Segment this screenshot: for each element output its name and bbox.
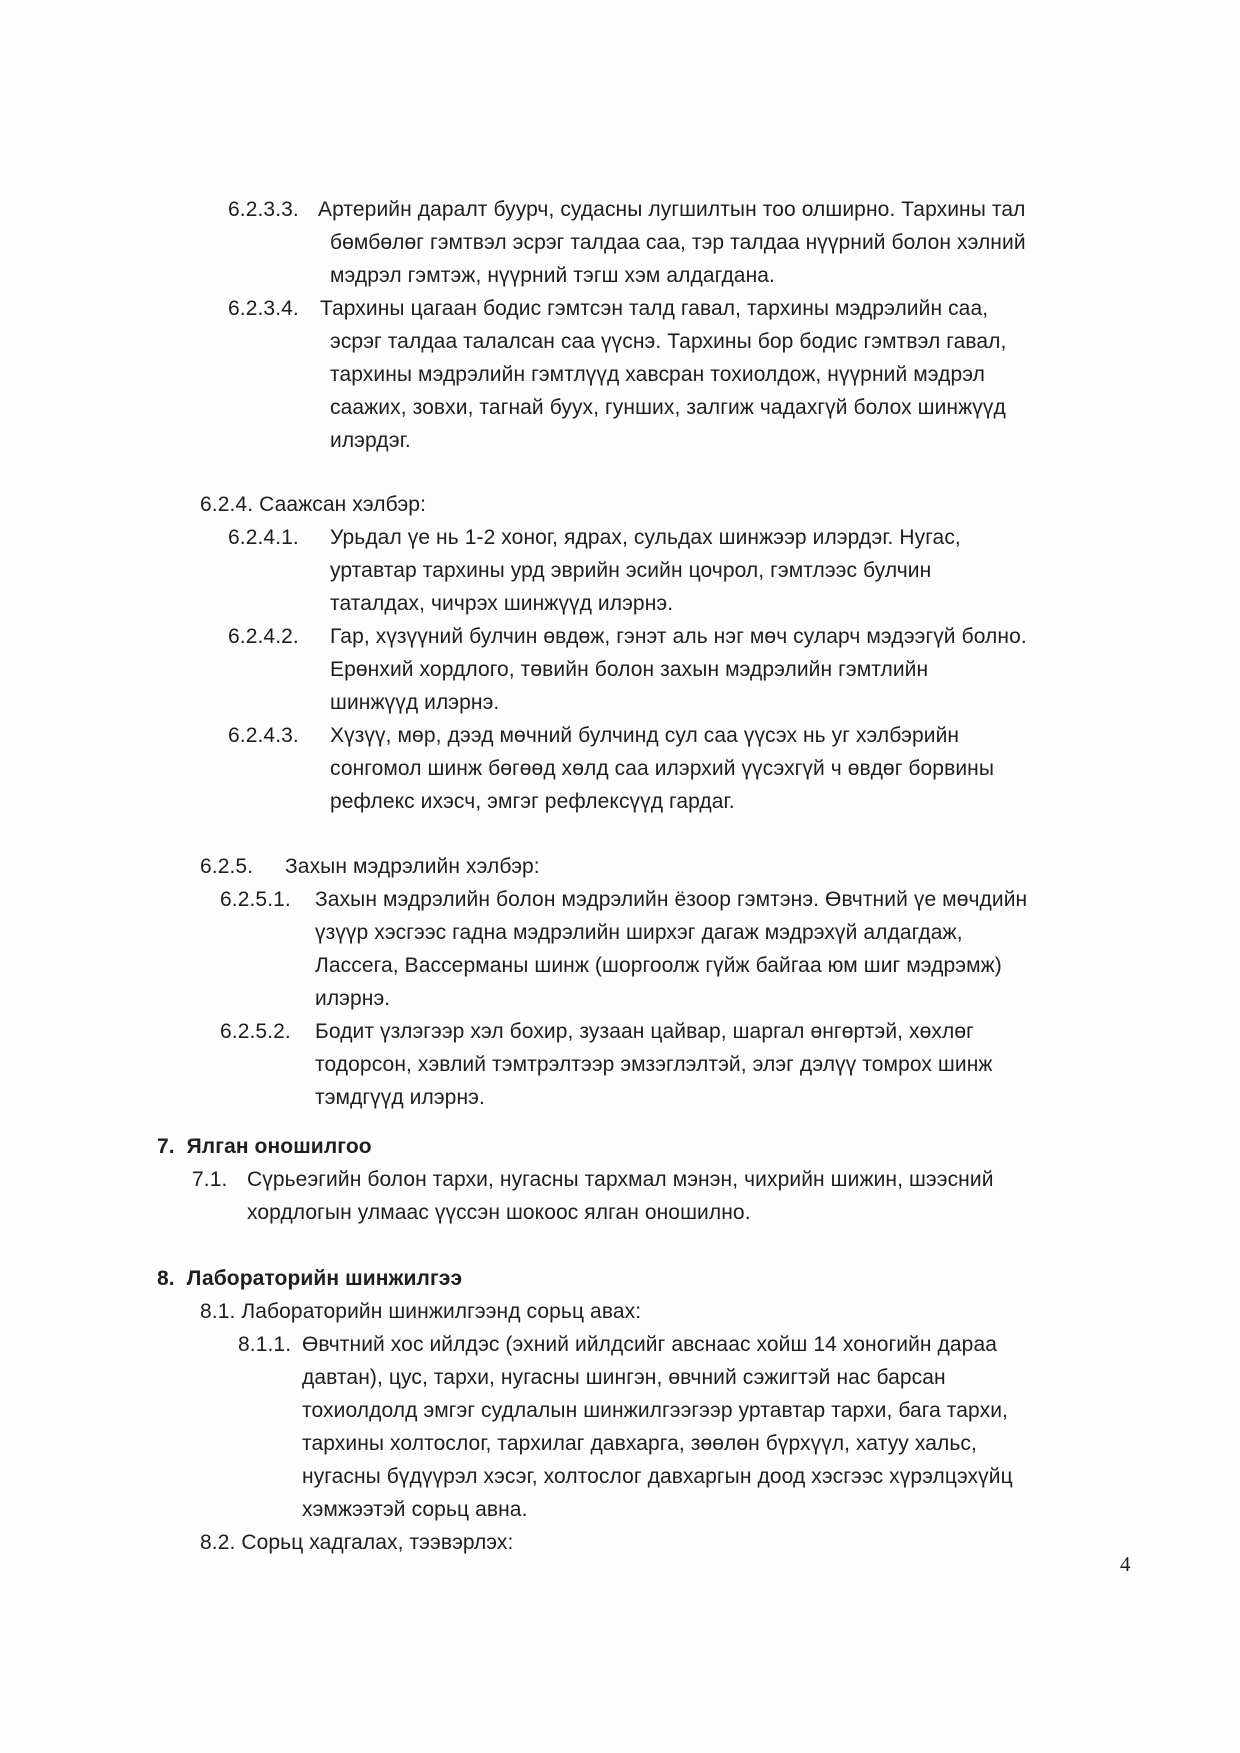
item-line: илэрдэг. (330, 429, 411, 452)
item-line: Артерийн даралт буурч, судасны лугшилтын тоо олширно. Тархины тал (318, 198, 1026, 221)
item-number: 6.2.4.2. (228, 625, 299, 648)
item-line: давтан), цус, тархи, нугасны шингэн, өвчний сэжигтэй нас барсан (302, 1366, 946, 1389)
item-line: таталдах, чичрэх шинжүүд илэрнэ. (330, 592, 674, 615)
item-line: Тархины цагаан бодис гэмтсэн талд гавал, тархины мэдрэлийн саа, (320, 297, 989, 320)
subsection-heading: 8.1. Лабораторийн шинжилгээнд сорьц авах: (200, 1300, 642, 1323)
chapter-heading: 7. Ялган оношилгоо (157, 1135, 372, 1158)
item-line: үзүүр хэсгээс гадна мэдрэлийн ширхэг дагаж мэдрэхүй алдагдаж, (315, 921, 963, 944)
item-line: Лассега, Вассерманы шинж (шоргоолж гүйж байгаа юм шиг мэдрэмж) (315, 954, 1002, 977)
item-number: 6.2.4.3. (228, 724, 299, 747)
item-line: сонгомол шинж бөгөөд хөлд саа илэрхий үүсэхгүй ч өвдөг борвины (330, 757, 995, 780)
item-line: Сүрьеэгийн болон тархи, нугасны тархмал мэнэн, чихрийн шижин, шээсний (247, 1168, 994, 1191)
item-number: 6.2.3.4. (228, 297, 299, 320)
item-line: рефлекс ихэсч, эмгэг рефлексүүд гардаг. (330, 790, 735, 813)
section-number: 6.2.5. (200, 855, 254, 878)
item-line: тархины холтослог, тархилаг давхарга, зөөлөн бүрхүүл, хатуу хальс, (302, 1432, 977, 1455)
chapter-heading: 8. Лабораторийн шинжилгээ (157, 1267, 463, 1290)
item-line: тархины мэдрэлийн гэмтлүүд хавсран тохиолдож, нүүрний мэдрэл (330, 363, 985, 386)
subsection-heading: 8.2. Сорьц хадгалах, тээвэрлэх: (200, 1531, 514, 1554)
item-line: нугасны бүдүүрэл хэсэг, холтослог давхаргын доод хэсгээс хүрэлцэхүйц (302, 1465, 1013, 1488)
section-heading: Захын мэдрэлийн хэлбэр: (285, 855, 540, 878)
item-line: Бодит үзлэгээр хэл бохир, зузаан цайвар, шаргал өнгөртэй, хөхлөг (315, 1020, 974, 1043)
item-line: илэрнэ. (315, 987, 391, 1010)
item-number: 6.2.3.3. (228, 198, 299, 221)
page-number: 4 (1120, 1552, 1131, 1576)
item-number: 8.1.1. (238, 1333, 292, 1356)
item-line: тохиолдолд эмгэг судлалын шинжилгээгээр уртавтар тархи, бага тархи, (302, 1399, 1008, 1422)
item-line: Өвчтний хос ийлдэс (эхний ийлдсийг авснаас хойш 14 хоногийн дараа (302, 1333, 997, 1356)
item-number: 6.2.5.2. (220, 1020, 291, 1043)
item-line: Захын мэдрэлийн болон мэдрэлийн ёзоор гэмтэнэ. Өвчтний үе мөчдийн (315, 888, 1028, 911)
item-line: бөмбөлөг гэмтвэл эсрэг талдаа саа, тэр талдаа нүүрний болон хэлний (330, 231, 1026, 254)
item-line: шинжүүд илэрнэ. (330, 691, 500, 714)
item-line: Ерөнхий хордлого, төвийн болон захын мэдрэлийн гэмтлийн (330, 658, 929, 681)
item-number: 6.2.5.1. (220, 888, 291, 911)
item-line: Гар, хүзүүний булчин өвдөж, гэнэт аль нэг мөч суларч мэдээгүй болно. (330, 625, 1027, 648)
item-line: Хүзүү, мөр, дээд мөчний булчинд сул саа үүсэх нь уг хэлбэрийн (330, 724, 960, 747)
item-line: эсрэг талдаа талалсан саа үүснэ. Тархины бор бодис гэмтвэл гавал, (330, 330, 1007, 353)
item-line: хэмжээтэй сорьц авна. (302, 1498, 528, 1521)
item-line: саажих, зовхи, тагнай буух, гунших, залгиж чадахгүй болох шинжүүд (330, 396, 1006, 419)
item-line: тодорсон, хэвлий тэмтрэлтээр эмзэглэлтэй, элэг дэлүү томрох шинж (315, 1053, 993, 1076)
item-line: Урьдал үе нь 1-2 хоног, ядрах, сульдах шинжээр илэрдэг. Нугас, (330, 526, 961, 549)
item-line: тэмдгүүд илэрнэ. (315, 1086, 485, 1109)
item-line: хордлогын улмаас үүссэн шокоос ялган оношилно. (247, 1201, 751, 1224)
item-line: мэдрэл гэмтэж, нүүрний тэгш хэм алдагдана. (330, 264, 775, 287)
item-number: 6.2.4.1. (228, 526, 299, 549)
section-heading: 6.2.4. Саажсан хэлбэр: (200, 493, 427, 516)
item-number: 7.1. (192, 1168, 228, 1191)
item-line: уртавтар тархины урд эврийн эсийн цочрол, гэмтлээс булчин (330, 559, 932, 582)
